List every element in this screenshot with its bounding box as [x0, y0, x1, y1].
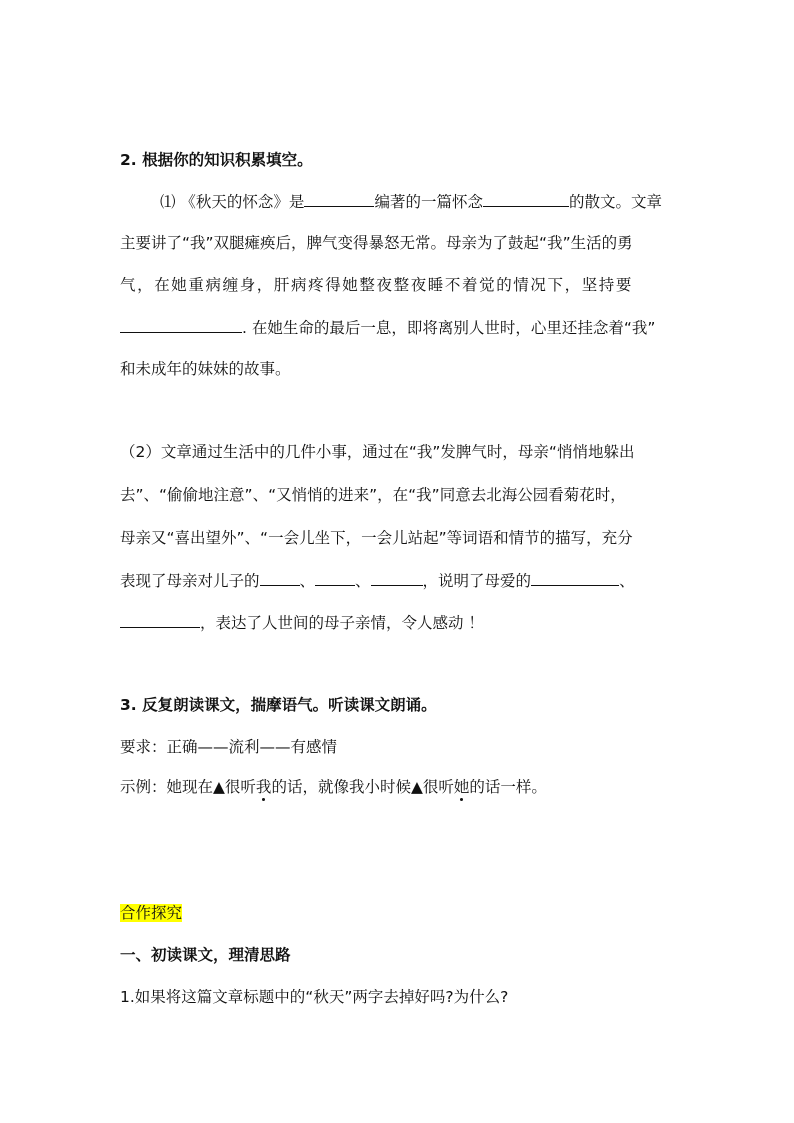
- q2-item1-text-d: . 在她生命的最后一息，即将离别人世时，心里还挂念着“我”: [242, 319, 656, 337]
- q2-item2-line1: （2）文章通过生活中的几件小事，通过在“我”发脾气时，母亲“悄悄地躲出: [120, 443, 635, 461]
- section-title: [120, 903, 182, 923]
- q2-item1-line4: [120, 317, 655, 338]
- q3-requirement: 要求：正确——流利——有感情: [120, 738, 338, 756]
- q2-item1-line2: 主要讲了“我”双腿瘫痪后，脾气变得暴怒无常。母亲为了鼓起“我”生活的勇: [120, 234, 633, 252]
- q2-item2-line2: 去”、“偷偷地注意”、“又悄悄的进来”，在“我”同意去北海公园看菊花时，: [120, 486, 626, 504]
- example-text-a: 示例：她现在▲很听: [120, 778, 256, 796]
- separator: 、: [299, 572, 316, 590]
- separator: 、: [619, 572, 635, 590]
- blank-5: [120, 612, 200, 628]
- q2-item2-line5: [120, 612, 484, 633]
- section-subheading: 一、初读课文，理清思路: [120, 946, 291, 964]
- q2-item1-line3: 气，在她重病缠身，肝病疼得她整夜整夜睡不着觉的情况下，坚持要: [120, 276, 634, 294]
- q2-item1-line5: 和未成年的妹妹的故事。: [120, 360, 291, 378]
- blank-4: [531, 570, 619, 586]
- q2-item1-text-c: 的散文。文章: [568, 193, 662, 211]
- blank-insist: [120, 317, 242, 333]
- emphasis-char: 我: [255, 778, 272, 796]
- q2-item2-line3: 母亲又“喜出望外”、“一会儿坐下，一会儿站起”等词语和情节的描写，充分: [120, 529, 633, 547]
- q2-item1-line1: [160, 191, 662, 212]
- q2-heading: 2. 根据你的知识积累填空。: [120, 151, 313, 169]
- q2-item2-line4: [120, 570, 635, 591]
- blank-subject: [483, 191, 569, 207]
- example-text-c: 的话一样。: [469, 778, 547, 796]
- section-question-1: 1.如果将这篇文章标题中的“秋天”两字去掉好吗?为什么?: [120, 988, 509, 1006]
- blank-1: [260, 570, 300, 586]
- q2-item1-text-b: 编著的一篇怀念: [374, 193, 483, 211]
- q3-heading: 3. 反复朗读课文，揣摩语气。听读课文朗诵。: [120, 696, 437, 714]
- q2-item2-text-c: ，表达了人世间的母子亲情，令人感动 ！: [200, 614, 484, 632]
- blank-2: [315, 570, 355, 586]
- blank-3: [371, 570, 423, 586]
- q2-item1-text-a: ⑴ 《秋天的怀念》是: [160, 193, 305, 211]
- separator: 、: [355, 572, 371, 590]
- example-text-b: 的话，就像我小时候▲很听: [271, 778, 454, 796]
- emphasis-char: 她: [453, 778, 470, 796]
- q2-item2-text-a: 表现了母亲对儿子的: [120, 572, 260, 590]
- blank-author: [304, 191, 374, 207]
- q2-item2-text-b: ，说明了母爱的: [422, 572, 532, 590]
- q3-example: [120, 777, 547, 797]
- section-title-highlight: 合作探究: [120, 904, 183, 922]
